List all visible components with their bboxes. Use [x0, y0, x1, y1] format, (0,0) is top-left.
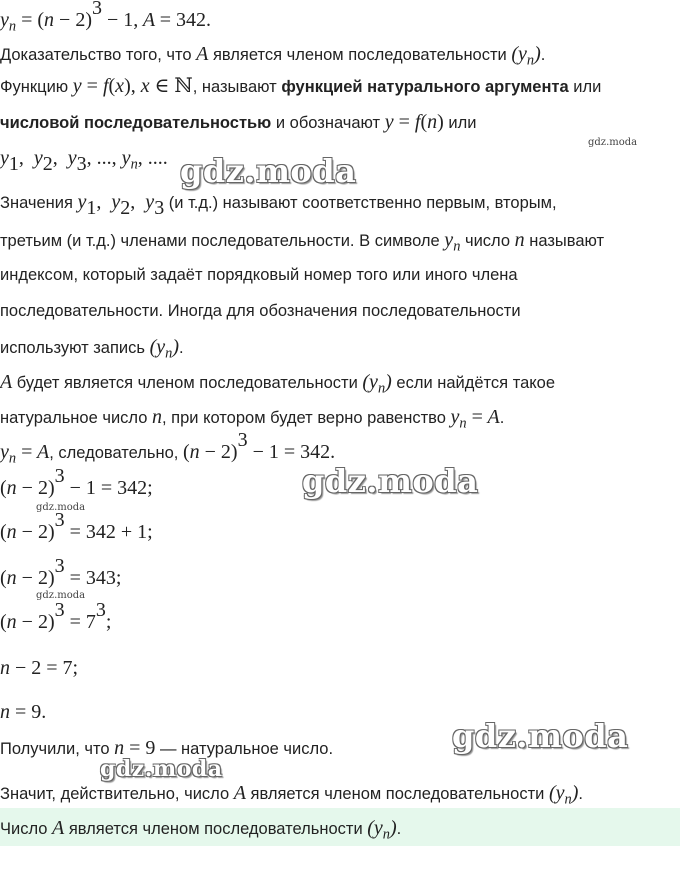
watermark-small: gdz.moda [36, 502, 86, 513]
given-formula: $y_n = (n - 2)^3 - 1$, A = 342. [0, 0, 212, 35]
members-line-5: используют запись $(y_n)$. [0, 336, 184, 362]
equation-step-3: $(n - 2)^3 = 343$; [0, 555, 122, 589]
equation-setup: $y_n = A$, следовательно, $(n - 2)^3 - 1 = 342$. [0, 429, 336, 467]
watermark-logo: gdz.moda [302, 462, 479, 500]
definition-line-2: числовой последовательностью и обозначают y = f(n) или [0, 111, 477, 133]
equation-step-4: $(n - 2)^3 = 7^3$; [0, 599, 112, 633]
sequence-notation: $y_1$, $y_2$, $y_3$, ..., $y_n$, .... [0, 147, 168, 175]
equation-step-5: n − 2 = 7; [0, 657, 79, 679]
watermark-logo: gdz.moda [100, 756, 223, 782]
equation-step-1: $(n - 2)^3 - 1 = 342$; [0, 465, 153, 499]
result-line: Получили, что n = 9 — натуральное число. [0, 737, 334, 759]
proof-heading: Доказательство того, что A является членом последовательности $(y_n)$. [0, 43, 546, 69]
equation-step-2: $(n - 2)^3 = 342 + 1$; [0, 509, 153, 543]
members-line-1: Значения $y_1$, $y_2$, $y_3$ (и т.д.) называют соответственно первым, вторым, [0, 191, 557, 219]
equation-step-6: n = 9. [0, 701, 47, 723]
watermark-logo: gdz.moda [180, 152, 357, 190]
watermark-logo: gdz.moda [452, 717, 629, 755]
conclusion-line: Значит, действительно, число A является членом последовательности $(y_n)$. [0, 782, 583, 808]
members-line-4: последовательности. Иногда для обозначения последовательности [0, 302, 521, 320]
condition-line-1: A будет является членом последовательности $(y_n)$ если найдётся такое [0, 371, 556, 397]
members-line-2: третьим (и т.д.) членами последовательности. В символе $y_n$ число n называют [0, 229, 605, 255]
watermark-small: gdz.moda [36, 590, 86, 601]
watermark-small: gdz.moda [588, 137, 638, 148]
condition-line-2: натуральное число n, при котором будет верно равенство $y_n = A$. [0, 406, 505, 432]
answer-line: Число A является членом последовательности $(y_n)$. [0, 817, 402, 843]
members-line-3: индексом, который задаёт порядковый номер того или иного члена [0, 266, 518, 284]
definition-line-1: Функцию y = f(x), x ∈ ℕ, называют функцией натурального аргумента или [0, 75, 602, 97]
